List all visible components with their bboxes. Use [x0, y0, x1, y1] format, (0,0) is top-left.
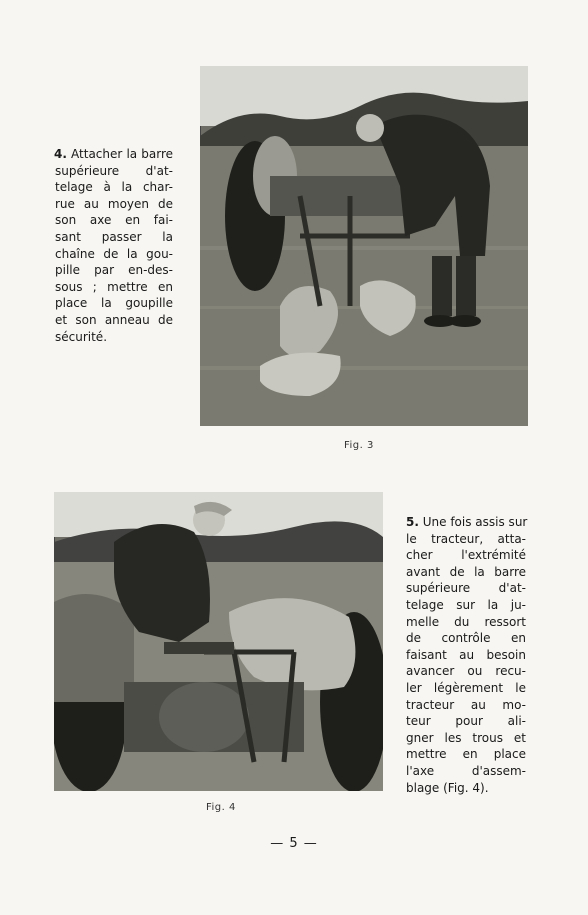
step-4-line-12: sécurité. [55, 329, 108, 344]
fig4-photo-illustration [54, 492, 383, 791]
step-4-line-7: chaîne de la gou- [55, 246, 173, 261]
step-4-line-9: sous ; mettre en [55, 279, 173, 294]
step-5-instruction [406, 514, 526, 796]
step-5-line-17: blage (Fig. 4). [406, 780, 489, 795]
step-4-line-8: pille par en-des- [55, 263, 173, 278]
step-4-number: 4. [54, 147, 67, 161]
step-5-line-13: teur pour ali- [406, 714, 526, 729]
step-5-line-8: de contrôle en [406, 631, 526, 646]
step-4-line-4: rue au moyen de [55, 196, 173, 211]
step-5-number: 5. [406, 515, 419, 529]
step-5-line-15: mettre en place [406, 747, 526, 762]
step-5-line-1: 5. Une fois assis sur [406, 515, 528, 529]
page-number: — 5 — [270, 836, 318, 851]
step-5-line-6: telage sur la ju- [406, 597, 526, 612]
step-4-line-3: telage à la char- [55, 180, 173, 195]
step-5-line-7: melle du ressort [406, 614, 526, 629]
step-4-line-1: 4. Attacher la barre [54, 147, 173, 161]
step-5-line-12: tracteur au mo- [406, 697, 526, 712]
step-5-line-11: ler légèrement le [406, 680, 526, 695]
step-5-line-2: le tracteur, atta- [406, 531, 526, 546]
step-4-line-2: supérieure d'at- [55, 163, 173, 178]
step-4-instruction [55, 146, 173, 345]
step-5-line-9: faisant au besoin [406, 647, 526, 662]
step-5-line-4: avant de la barre [406, 564, 526, 579]
fig3-caption: Fig. 3 [344, 440, 374, 451]
step-5-line-10: avancer ou recu- [406, 664, 526, 679]
step-5-line-16: l'axe d'assem- [406, 763, 526, 778]
step-5-line-5: supérieure d'at- [406, 581, 526, 596]
step-4-line-6: sant passer la [55, 229, 173, 244]
step-4-line-10: place la goupille [55, 296, 173, 311]
step-4-line-5: son axe en fai- [55, 213, 173, 228]
fig3-photo [200, 66, 528, 426]
fig4-photo [54, 492, 383, 791]
step-5-line-14: gner les trous et [406, 730, 526, 745]
fig3-photo-illustration [200, 66, 528, 426]
step-5-line-3: cher l'extrémité [406, 548, 526, 563]
step-4-line-11: et son anneau de [55, 312, 173, 327]
fig4-caption: Fig. 4 [206, 802, 236, 813]
